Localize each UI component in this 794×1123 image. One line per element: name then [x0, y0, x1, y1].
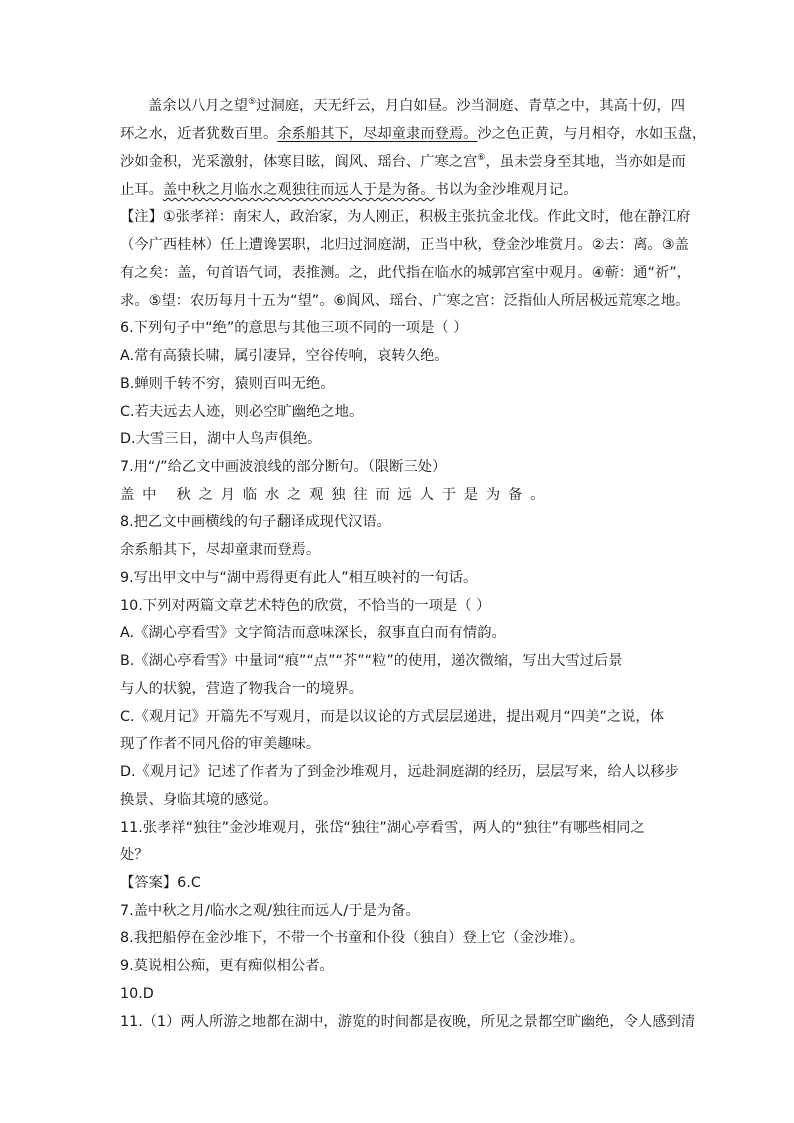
passage-text: 过洞庭，天无纤云，月白如昼。沙当洞庭、青草之中，其高十仞，四 [256, 98, 686, 114]
passage-text: 沙之色正黄，与月相夺，水如玉盘， [477, 126, 707, 142]
option-d: D.《观月记》记述了作者为了到金沙堆观月，远赴洞庭湖的经历，层层写来，给人以移步 [120, 764, 679, 780]
question-11: 11.张孝祥“独往”金沙堆观月，张岱“独往”湖心亭看雪，两人的“独往”有哪些相同之 [120, 820, 645, 836]
passage-text: 止耳。 [120, 182, 163, 198]
answer-7: 7.盖中秋之月/临水之观/独往而远人/于是为备。 [120, 903, 420, 919]
question-11-continued: 处？ [120, 847, 149, 863]
answer-8: 8.我把船停在金沙堆下，不带一个书童和仆役（独自）登上它（金沙堆）。 [120, 930, 584, 946]
question-7: 7.用“/”给乙文中画波浪线的部分断句。（限断三处） [120, 459, 447, 475]
passage-text: 盖余以八月之望 [148, 98, 249, 114]
option-c: C.《观月记》开篇先不写观月，而是以议论的方式层层递进，提出观月“四美”之说，体 [120, 709, 665, 725]
passage-line [148, 96, 708, 116]
question-8-text: 余系船其下，尽却童隶而登焉。 [120, 542, 321, 558]
option-d: D.大雪三日，湖中人鸟声俱绝。 [120, 431, 322, 447]
question-9: 9.写出甲文中与“湖中焉得更有此人”相互映衬的一句话。 [120, 570, 478, 586]
option-b: B.《湖心亭看雪》中量词“痕”“点”“芥”“粒”的使用，递次微缩，写出大雪过后景 [120, 653, 623, 669]
passage-text: 书以为金沙堆观月记。 [434, 182, 578, 198]
option-a: A.常有高猿长啸，属引凄异，空谷传响，哀转久绝。 [120, 348, 449, 364]
option-b: B.蝉则千转不穷，猿则百叫无绝。 [120, 376, 335, 392]
footnote-marker: ⑥ [477, 153, 486, 164]
option-d-continued: 换景、身临其境的感觉。 [120, 792, 278, 808]
note-line: 求。⑤望：农历每月十五为“望”。⑥阆风、瑶台、广寒之宫：泛指仙人所居极远荒寒之地。 [120, 293, 690, 309]
wavy-underlined-sentence: 盖中秋之月临水之观独往而远人于是为备。 [162, 182, 435, 198]
question-6: 6.下列句子中“绝”的意思与其他三项不同的一项是（ ） [120, 320, 468, 336]
underlined-sentence: 余系船其下，尽却童隶而登焉。 [277, 126, 478, 142]
passage-text: 环之水，近者犹数百里。 [120, 126, 278, 142]
passage-line [120, 124, 707, 144]
question-8: 8.把乙文中画横线的句子翻译成现代汉语。 [120, 514, 391, 530]
passage-text: 沙如金积，光采激射，体寒目眩，阆风、瑶台、广寒之宫 [120, 154, 478, 170]
passage-text: ，虽未尝身至其地，当亦如是而 [485, 154, 686, 170]
answer-6: 【答案】6.C [120, 875, 201, 891]
note-line: （今广西桂林）任上遭谗罢职，北归过洞庭湖，正当中秋，登金沙堆赏月。②去：离。③盖 [120, 237, 689, 253]
note-line: 有之矣：盖，句首语气词，表推测。之，此代指在临水的城郭宫室中观月。④蕲：通“祈”， [120, 265, 691, 281]
option-c-continued: 现了作者不同凡俗的审美趣味。 [120, 736, 321, 752]
question-10: 10.下列对两篇文章艺术特色的欣赏，不恰当的一项是（ ） [120, 598, 491, 614]
option-b-continued: 与人的状貌，营造了物我合一的境界。 [120, 681, 364, 697]
answer-9: 9.莫说相公痴，更有痴似相公者。 [120, 958, 334, 974]
footnote-marker: ⑤ [248, 97, 257, 108]
answer-10: 10.D [120, 986, 154, 1002]
passage-line [120, 180, 680, 200]
answer-11: 11.（1）两人所游之地都在湖中，游览的时间都是夜晚，所见之景都空旷幽绝，令人感到清 [120, 1014, 696, 1030]
note-line: 【注】①张孝祥：南宋人，政治家，为人刚正，积极主张抗金北伐。作此文时，他在静江府 [120, 209, 691, 225]
option-c: C.若夫远去人迹，则必空旷幽绝之地。 [120, 404, 364, 420]
question-7-text: 盖中 秋之月临水之观独往而远人于是为备。 [120, 487, 553, 503]
passage-line [120, 152, 686, 172]
option-a: A.《湖心亭看雪》文字简洁而意味深长，叙事直白而有情韵。 [120, 625, 506, 641]
